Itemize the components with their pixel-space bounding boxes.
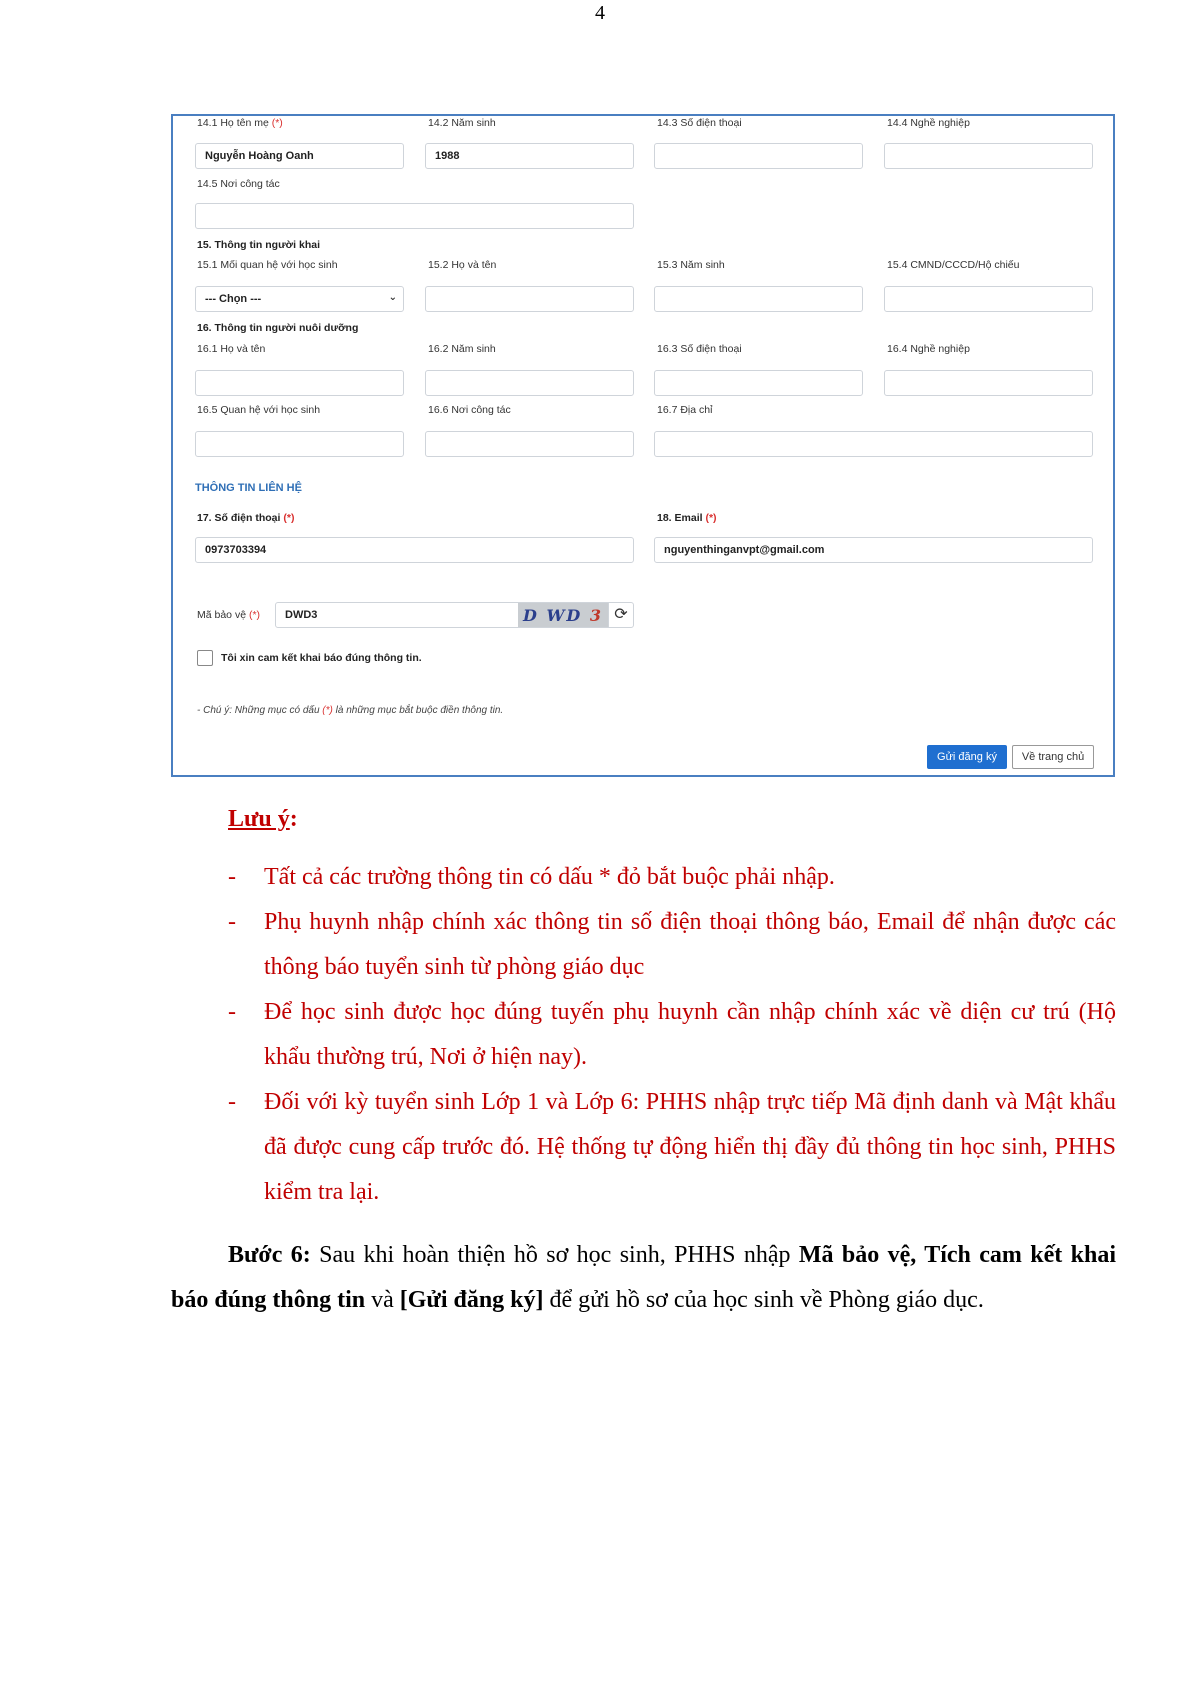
guardian-occupation-input[interactable] — [884, 370, 1093, 396]
guardian-birth-year-input[interactable] — [425, 370, 634, 396]
mother-workplace-label: 14.5 Nơi công tác — [197, 178, 280, 190]
guardian-phone-input[interactable] — [654, 370, 863, 396]
captcha-image: D WD 3 — [518, 602, 608, 628]
declarant-heading: 15. Thông tin người khai — [197, 239, 320, 251]
declarant-name-input[interactable] — [425, 286, 634, 312]
refresh-captcha-button[interactable] — [608, 602, 634, 628]
declarant-name-label: 15.2 Họ và tên — [428, 259, 497, 271]
mother-name-input[interactable]: Nguyễn Hoàng Oanh — [195, 143, 404, 169]
chevron-down-icon: ⌄ — [388, 292, 397, 303]
guardian-relation-input[interactable] — [195, 431, 404, 457]
mother-birth-year-label: 14.2 Năm sinh — [428, 117, 496, 129]
phone-input[interactable]: 0973703394 — [195, 537, 634, 563]
guardian-heading: 16. Thông tin người nuôi dưỡng — [197, 322, 359, 334]
declarant-relation-value: --- Chọn --- — [205, 293, 262, 305]
notice-list — [228, 855, 1116, 1215]
mother-phone-label: 14.3 Số điện thoại — [657, 117, 742, 129]
mother-occupation-input[interactable] — [884, 143, 1093, 169]
phone-label: 17. Số điện thoại (*) — [197, 512, 295, 524]
commit-checkbox[interactable] — [197, 650, 213, 666]
guardian-phone-label: 16.3 Số điện thoại — [657, 343, 742, 355]
submit-button[interactable]: Gửi đăng ký — [927, 745, 1007, 769]
declarant-relation-label: 15.1 Mối quan hệ với học sinh — [197, 259, 338, 271]
guardian-workplace-input[interactable] — [425, 431, 634, 457]
registration-form-screenshot — [171, 114, 1115, 777]
required-note: - Chú ý: Những mục có dấu (*) là những mục bắt buộc điền thông tin. — [197, 705, 504, 716]
notice-item: - Tất cả các trường thông tin có dấu * đỏ bắt buộc phải nhập. — [228, 864, 835, 890]
declarant-birth-year-label: 15.3 Năm sinh — [657, 259, 725, 271]
notice-item: - Để học sinh được học đúng tuyến phụ huynh cần nhập chính xác về diện cư trú (Hộ khẩu thường trú, Nơi ở hiện nay). — [228, 999, 1116, 1070]
guardian-address-label: 16.7 Địa chỉ — [657, 404, 713, 416]
guardian-birth-year-label: 16.2 Năm sinh — [428, 343, 496, 355]
guardian-occupation-label: 16.4 Nghề nghiệp — [887, 343, 970, 355]
mother-occupation-label: 14.4 Nghề nghiệp — [887, 117, 970, 129]
guardian-name-label: 16.1 Họ và tên — [197, 343, 266, 355]
declarant-birth-year-input[interactable] — [654, 286, 863, 312]
notice-title: Lưu ý: — [228, 806, 298, 832]
email-label: 18. Email (*) — [657, 512, 717, 524]
email-input[interactable]: nguyenthinganvpt@gmail.com — [654, 537, 1093, 563]
captcha-input[interactable]: DWD3 — [275, 602, 519, 628]
page-number: 4 — [595, 2, 605, 24]
mother-birth-year-input[interactable]: 1988 — [425, 143, 634, 169]
refresh-icon: ⟳ — [614, 606, 628, 623]
home-button[interactable]: Về trang chủ — [1012, 745, 1094, 769]
declarant-relation-select[interactable] — [195, 286, 404, 312]
mother-name-label: 14.1 Họ tên mẹ (*) — [197, 117, 283, 129]
declarant-id-label: 15.4 CMND/CCCD/Hộ chiếu — [887, 259, 1020, 271]
guardian-relation-label: 16.5 Quan hệ với học sinh — [197, 404, 321, 416]
guardian-workplace-label: 16.6 Nơi công tác — [428, 404, 511, 416]
mother-phone-input[interactable] — [654, 143, 863, 169]
notice-item: - Đối với kỳ tuyển sinh Lớp 1 và Lớp 6: PHHS nhập trực tiếp Mã định danh và Mật khẩu đã được cung cấp trước đó. Hệ thống tự động hiển thị đầy đủ thông tin học sinh, PHHS kiểm tra lại. — [228, 1089, 1116, 1205]
captcha-label: Mã bảo vệ (*) — [197, 609, 261, 621]
guardian-address-input[interactable] — [654, 431, 1093, 457]
contact-section-title: THÔNG TIN LIÊN HỆ — [195, 482, 302, 494]
guardian-name-input[interactable] — [195, 370, 404, 396]
commit-label: Tôi xin cam kết khai báo đúng thông tin. — [221, 652, 422, 664]
step-6-paragraph: Bước 6: Sau khi hoàn thiện hồ sơ học sinh, PHHS nhập Mã bảo vệ, Tích cam kết khai báo đúng thông tin và [Gửi đăng ký] để gửi hồ sơ của học sinh về Phòng giáo dục. — [171, 1242, 1116, 1313]
notice-item: - Phụ huynh nhập chính xác thông tin số điện thoại thông báo, Email để nhận được các thông báo tuyển sinh từ phòng giáo dục — [228, 909, 1116, 980]
mother-workplace-input[interactable] — [195, 203, 634, 229]
declarant-id-input[interactable] — [884, 286, 1093, 312]
